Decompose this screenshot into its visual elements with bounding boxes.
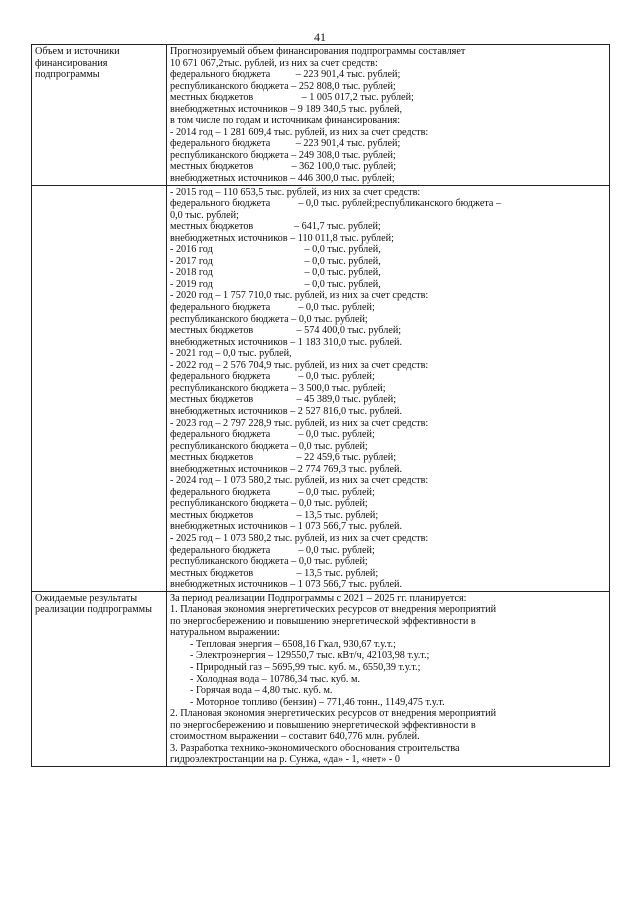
table-row	[32, 591, 610, 766]
content-line: внебюджетных источников – 9 189 340,5 тыс. рублей,	[170, 103, 403, 115]
content-line: - 2016 год – 0,0 тыс. рублей,	[170, 244, 381, 256]
content-line: - 2021 год – 0,0 тыс. рублей,	[170, 348, 292, 360]
content-line: 3. Разработка технико-экономического обоснования строительства	[170, 742, 460, 754]
content-line: - 2020 год – 1 757 710,0 тыс. рублей, из них за счет средств:	[170, 290, 429, 302]
content-line: федерального бюджета – 0,0 тыс. рублей;	[170, 371, 375, 383]
content-line: местных бюджетов – 13,5 тыс. рублей;	[170, 509, 379, 521]
content-line: - Горячая вода – 4,80 тыс. куб. м.	[190, 685, 333, 697]
content-line: 0,0 тыс. рублей;	[170, 209, 239, 221]
content-line: внебюджетных источников – 110 011,8 тыс. рублей;	[170, 232, 394, 244]
content-line: - 2014 год – 1 281 609,4 тыс. рублей, из них за счет средств:	[170, 126, 429, 138]
content-line: - 2023 год – 2 797 228,9 тыс. рублей, из них за счет средств:	[170, 417, 429, 429]
content-line: в том числе по годам и источникам финансирования:	[170, 115, 401, 127]
content-line: стоимостном выражении – составит 640,776 млн. рублей.	[170, 731, 420, 743]
content-line: За период реализации Подпрограммы с 2021 – 2025 гг. планируется:	[170, 592, 467, 604]
content-line: - 2025 год – 1 073 580,2 тыс. рублей, из них за счет средств:	[170, 532, 429, 544]
content-line: внебюджетных источников – 1 183 310,0 тыс. рублей.	[170, 336, 403, 348]
content-line: местных бюджетов – 362 100,0 тыс. рублей;	[170, 161, 397, 173]
page-number: 41	[314, 30, 326, 44]
content-line: - 2018 год – 0,0 тыс. рублей,	[170, 267, 381, 279]
content-line: - Тепловая энергия – 6508,16 Гкал, 930,67 т.у.т.;	[190, 638, 396, 650]
row-label: Ожидаемые результаты реализации подпрограммы	[32, 591, 167, 766]
content-line: 2. Плановая экономия энергетических ресурсов от внедрения мероприятий	[170, 708, 497, 720]
content-line: республиканского бюджета – 252 808,0 тыс. рублей;	[170, 80, 396, 92]
content-line: федерального бюджета – 0,0 тыс. рублей;	[170, 544, 375, 556]
content-line: местных бюджетов – 45 389,0 тыс. рублей;	[170, 394, 397, 406]
content-line: внебюджетных источников – 446 300,0 тыс. рублей;	[170, 173, 395, 185]
content-line: федерального бюджета – 0,0 тыс. рублей;	[170, 486, 375, 498]
content-line: Прогнозируемый объем финансирования подпрограммы составляет	[170, 46, 466, 57]
content-line: федерального бюджета – 223 901,4 тыс. рублей;	[170, 69, 401, 81]
content-line: - Природный газ – 5695,99 тыс. куб. м., 6550,39 т.у.т.;	[190, 661, 421, 673]
content-line: - Электроэнергия – 129550,7 тыс. кВт/ч, 42103,98 т.у.т.;	[190, 650, 430, 662]
content-line: внебюджетных источников – 1 073 566,7 тыс. рублей.	[170, 521, 403, 533]
table-row	[32, 45, 610, 186]
content-line: гидроэлектростанции на р. Сунжа, «да» - 1, «нет» - 0	[170, 754, 400, 766]
content-line: федерального бюджета – 0,0 тыс. рублей;	[170, 302, 375, 314]
content-line: местных бюджетов – 574 400,0 тыс. рублей;	[170, 325, 402, 337]
content-line: - 2019 год – 0,0 тыс. рублей,	[170, 278, 381, 290]
content-line: внебюджетных источников – 2 527 816,0 тыс. рублей.	[170, 405, 403, 417]
content-line: республиканского бюджета – 3 500,0 тыс. рублей;	[170, 382, 386, 394]
row-content	[167, 591, 610, 766]
content-line: федерального бюджета – 0,0 тыс. рублей;республиканского бюджета –	[170, 198, 502, 210]
content-line: по энергосбережению и повышению энергетической эффективности в	[170, 719, 476, 731]
content-line: местных бюджетов – 1 005 017,2 тыс. рублей;	[170, 92, 414, 104]
row-label	[32, 185, 167, 591]
content-line: внебюджетных источников – 2 774 769,3 тыс. рублей.	[170, 463, 403, 475]
row-label: Объем и источники финансирования подпрограммы	[32, 45, 167, 186]
content-line: натуральном выражении:	[170, 627, 280, 639]
content-line: внебюджетных источников – 1 073 566,7 тыс. рублей.	[170, 579, 403, 591]
content-line: местных бюджетов – 641,7 тыс. рублей;	[170, 221, 381, 233]
row-content	[167, 45, 610, 186]
content-line: 1. Плановая экономия энергетических ресурсов от внедрения мероприятий	[170, 604, 497, 616]
content-line: - 2024 год – 1 073 580,2 тыс. рублей, из них за счет средств:	[170, 475, 429, 487]
content-line: республиканского бюджета – 0,0 тыс. рублей;	[170, 498, 368, 510]
content-line: республиканского бюджета – 0,0 тыс. рублей;	[170, 313, 368, 325]
content-line: местных бюджетов – 22 459,6 тыс. рублей;	[170, 452, 397, 464]
content-line: федерального бюджета – 0,0 тыс. рублей;	[170, 429, 375, 441]
content-line: федерального бюджета – 223 901,4 тыс. рублей;	[170, 138, 401, 150]
content-line: республиканского бюджета – 0,0 тыс. рублей;	[170, 440, 368, 452]
content-line: - 2015 год – 110 653,5 тыс. рублей, из них за счет средств:	[170, 186, 421, 198]
content-line: - 2022 год – 2 576 704,9 тыс. рублей, из них за счет средств:	[170, 359, 429, 371]
content-line: республиканского бюджета – 0,0 тыс. рублей;	[170, 556, 368, 568]
content-line: по энергосбережению и повышению энергетической эффективности в	[170, 615, 476, 627]
subprogram-table	[31, 44, 610, 767]
table-row	[32, 185, 610, 591]
content-line: - 2017 год – 0,0 тыс. рублей,	[170, 255, 381, 267]
content-line: - Холодная вода – 10786,34 тыс. куб. м.	[190, 673, 361, 685]
content-line: 10 671 067,2тыс. рублей, из них за счет средств:	[170, 57, 378, 69]
content-line: местных бюджетов – 13,5 тыс. рублей;	[170, 567, 379, 579]
content-line: - Моторное топливо (бензин) – 771,46 тонн., 1149,475 т.у.т.	[190, 696, 445, 708]
row-content	[167, 185, 610, 591]
content-line: республиканского бюджета – 249 308,0 тыс. рублей;	[170, 149, 396, 161]
